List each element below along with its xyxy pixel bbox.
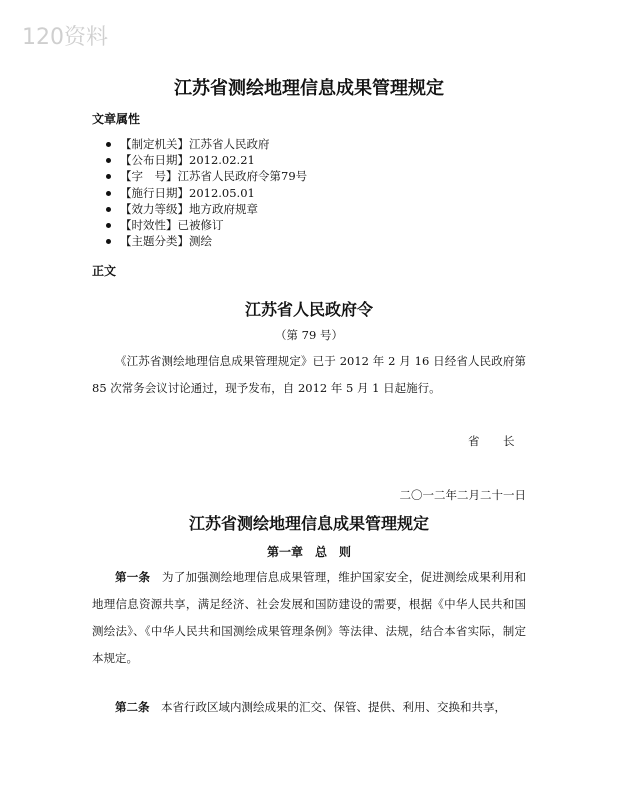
- document-title: 江苏省测绘地理信息成果管理规定: [174, 78, 444, 99]
- article-text: 本省行政区域内测绘成果的汇交、保管、提供、利用、交换和共享，: [161, 700, 506, 714]
- article-number: 第二条: [115, 700, 150, 714]
- attributes-list: [104, 136, 307, 249]
- order-title: 江苏省人民政府令: [244, 300, 373, 319]
- order-text: 《江苏省测绘地理信息成果管理规定》已于 2012 年 2 月 16 日经省人民政府第 85 次常务会议讨论通过，现予发布，自 2012 年 5 月 1 日起施行。: [92, 354, 526, 395]
- article-2: [92, 694, 526, 721]
- attributes-heading: 文章属性: [92, 112, 141, 126]
- chapter-heading: 第一章 总 则: [266, 545, 351, 559]
- article-number: 第一条: [115, 570, 151, 584]
- sign-date: 二〇一二年二月二十一日: [399, 488, 526, 502]
- attribute-item: 【效力等级】地方政府规章: [104, 201, 307, 217]
- attribute-item: 【制定机关】江苏省人民政府: [104, 136, 307, 152]
- order-number: （第 79 号）: [275, 328, 343, 342]
- article-1: [92, 564, 526, 672]
- watermark: 120资料: [22, 25, 108, 50]
- body-heading: 正文: [92, 264, 117, 278]
- signer-role: 省 长: [468, 434, 521, 448]
- attribute-item: 【施行日期】2012.05.01: [104, 185, 307, 201]
- article-text: 为了加强测绘地理信息成果管理，维护国家安全，促进测绘成果利用和地理信息资源共享，满足经济、社会发展和国防建设的需要，根据《中华人民共和国测绘法》、《中华人民共和国测绘成果管理条例》等法律、法规，结合本省实际，制定本规定。: [92, 570, 526, 665]
- attribute-item: 【主题分类】测绘: [104, 233, 307, 249]
- regulation-title: 江苏省测绘地理信息成果管理规定: [188, 514, 429, 533]
- attribute-item: 【公布日期】2012.02.21: [104, 152, 307, 168]
- attribute-item: 【字 号】江苏省人民政府令第79号: [104, 168, 307, 184]
- attribute-item: 【时效性】已被修订: [104, 217, 307, 233]
